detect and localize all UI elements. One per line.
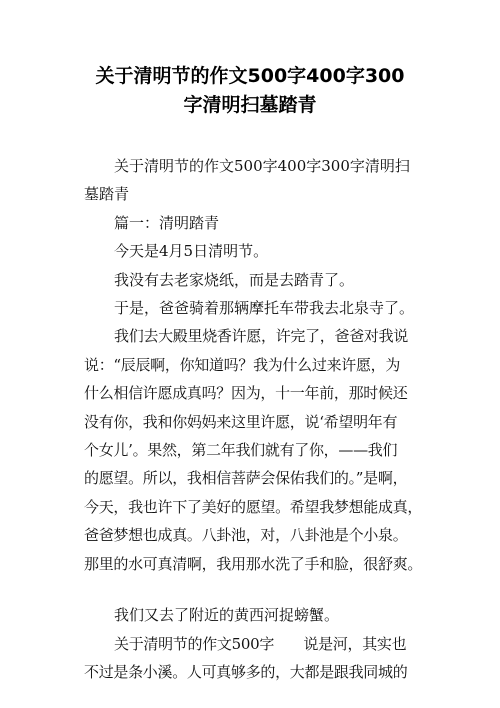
text-line: 爸爸梦想也成真。八卦池，对，八卦池是个小泉。	[84, 526, 408, 545]
paragraph-long	[84, 322, 430, 578]
paragraph	[84, 630, 430, 687]
text-line: 墓踏青	[84, 185, 130, 204]
text-line: 篇一：清明踏青	[114, 213, 220, 232]
paragraph-section-title	[84, 209, 430, 237]
text-line: 什么相信许愿成真吗？因为，十一年前，那时候还	[84, 384, 408, 403]
text-line: 我们又去了附近的黄西河捉螃蟹。	[114, 606, 340, 625]
paragraph	[84, 294, 430, 322]
text-line: 于是，爸爸骑着那辆摩托车带我去北泉寺了。	[114, 299, 415, 318]
text-line: 不过是条小溪。人可真够多的，大都是跟我同城的	[84, 662, 408, 681]
document-body	[84, 152, 430, 686]
paragraph	[84, 601, 430, 629]
text-line: 今天是4月5日清明节。	[114, 242, 269, 261]
text-line: 我没有去老家烧纸，而是去踏青了。	[114, 270, 355, 289]
text-line: 个女儿’。果然，第二年我们就有了你，——我们	[84, 441, 398, 460]
paragraph	[84, 266, 430, 294]
text-line: 关于清明节的作文500字400字300字清明扫	[114, 157, 410, 175]
text-line: 今天，我也许下了美好的愿望。希望我梦想能成真，	[84, 497, 423, 516]
text-line: 说：“辰辰啊，你知道吗？我为什么过来许愿，为	[84, 355, 401, 374]
paragraph-heading	[84, 152, 430, 209]
paragraph	[84, 237, 430, 265]
text-line: 我们去大殿里烧香许愿，许完了，爸爸对我说	[114, 327, 409, 346]
text-line: 那里的水可真清啊，我用那水洗了手和脸，很舒爽。	[84, 554, 423, 573]
text-line: 没有你，我和你妈妈来这里许愿，说‘希望明年有	[84, 412, 398, 431]
title-line-2: 字清明扫墓踏青	[183, 94, 317, 116]
text-line: 关于清明节的作文500字 说是河，其实也	[114, 634, 407, 653]
document-title	[40, 62, 460, 120]
title-line-1: 关于清明节的作文500字400字300	[95, 65, 405, 87]
text-line: 的愿望。所以，我相信菩萨会保佑我们的。”是啊，	[84, 469, 408, 488]
paragraph-gap	[84, 578, 430, 601]
